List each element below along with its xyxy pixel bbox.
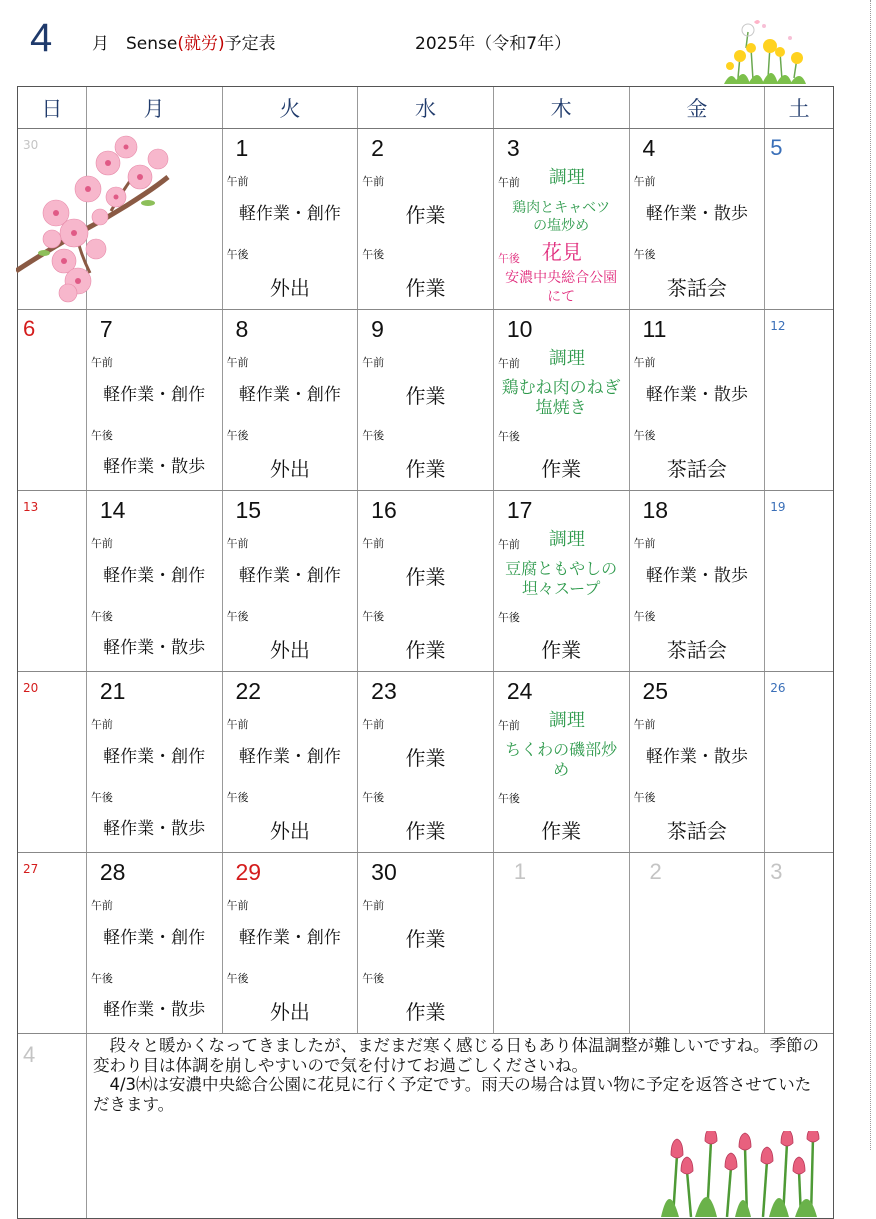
week-row-1	[18, 129, 833, 310]
notes-body	[87, 1034, 833, 1218]
cooking-title: 調理	[548, 710, 585, 731]
calendar-title	[92, 36, 276, 53]
day-number: 7	[99, 316, 113, 342]
cooking-dish: 豆腐ともやしの坦々スープ	[505, 559, 618, 598]
page-edge-guide	[870, 0, 871, 1150]
calendar-header	[0, 0, 876, 86]
cooking-dish: 鶏むね肉のねぎ塩焼き	[501, 378, 621, 418]
day-number: 19	[770, 500, 786, 514]
am-label: 午前	[90, 718, 113, 731]
pm-activity: 作業	[541, 638, 582, 662]
am-activity: 軽作業・創作	[103, 385, 206, 405]
day-cell-fri	[630, 129, 766, 309]
am-activity: 作業	[405, 746, 446, 770]
day-number: 1	[235, 135, 249, 161]
weekday-header-row	[18, 87, 833, 129]
pm-label: 午後	[226, 429, 249, 442]
day-cell-tue	[223, 129, 359, 309]
am-label: 午前	[633, 356, 656, 369]
pm-activity: 作業	[405, 457, 446, 481]
day-number: 4	[23, 1042, 36, 1067]
day-cell-mon	[87, 672, 223, 852]
weekday-wed: 水	[358, 87, 494, 128]
am-label: 午前	[633, 537, 656, 550]
tulip-illustration-icon	[651, 1131, 821, 1217]
am-label: 午前	[362, 356, 385, 369]
week-row-3	[18, 491, 833, 672]
day-cell-sun	[18, 310, 87, 490]
day-cell-tue	[223, 491, 359, 671]
hanami-event: 花見	[541, 240, 582, 264]
cooking-title: 調理	[548, 529, 585, 550]
am-label: 午前	[497, 538, 520, 551]
cooking-title: 調理	[548, 348, 585, 369]
month-number: 4	[30, 16, 53, 60]
day-cell-wed	[358, 853, 494, 1033]
am-activity: 軽作業・創作	[238, 204, 341, 224]
day-number: 15	[235, 497, 262, 523]
day-number: 25	[642, 678, 669, 704]
weekday-sun: 日	[18, 87, 87, 128]
week-row-4	[18, 672, 833, 853]
pm-label: 午後	[226, 610, 249, 623]
pm-label: 午後	[362, 248, 385, 261]
day-number: 30	[371, 859, 397, 885]
pm-activity: 作業	[405, 638, 446, 662]
pm-label: 午後	[90, 791, 113, 804]
am-activity: 作業	[405, 565, 446, 589]
am-label: 午前	[90, 356, 113, 369]
am-label: 午前	[226, 718, 249, 731]
day-cell-fri	[630, 310, 766, 490]
day-number: 17	[506, 497, 533, 523]
am-activity: 軽作業・創作	[103, 928, 206, 948]
am-activity: 軽作業・創作	[103, 747, 206, 767]
notes-paragraph-2: 4/3㈭は安濃中央総合公園に花見に行く予定です。雨天の場合は買い物に予定を返答させていただきます。	[93, 1075, 812, 1114]
pm-activity: 外出	[269, 276, 310, 300]
am-label: 午前	[362, 899, 385, 912]
day-cell-fri	[630, 491, 766, 671]
am-label: 午前	[362, 537, 385, 550]
am-activity: 軽作業・創作	[103, 566, 206, 586]
day-number: 8	[235, 316, 249, 342]
notes-text	[93, 1036, 825, 1114]
am-activity: 軽作業・散歩	[645, 747, 748, 767]
day-cell-sat	[765, 310, 833, 490]
day-number: 26	[770, 681, 786, 695]
am-activity: 軽作業・創作	[238, 385, 341, 405]
pm-activity: 軽作業・散歩	[103, 819, 206, 839]
title-prefix: 月 Sense	[92, 34, 178, 54]
pm-activity: 作業	[541, 457, 582, 481]
pm-label: 午後	[362, 791, 385, 804]
pm-activity: 作業	[541, 819, 582, 843]
pm-activity: 作業	[405, 276, 446, 300]
am-activity: 軽作業・創作	[238, 928, 341, 948]
pm-activity: 茶話会	[666, 638, 727, 662]
pm-activity: 外出	[269, 1000, 310, 1024]
am-label: 午前	[226, 175, 249, 188]
day-cell-wed	[358, 129, 494, 309]
day-cell-sun	[18, 853, 87, 1033]
day-number: 9	[371, 316, 384, 342]
am-activity: 作業	[405, 203, 446, 227]
day-cell-wed	[358, 491, 494, 671]
day-cell-thu	[494, 310, 630, 490]
week-row-2	[18, 310, 833, 491]
pm-activity: 茶話会	[666, 457, 727, 481]
pm-activity: 軽作業・散歩	[103, 638, 206, 658]
pm-label: 午後	[226, 248, 249, 261]
am-label: 午前	[90, 899, 113, 912]
notes-day-cell	[18, 1034, 87, 1218]
pm-label: 午後	[90, 972, 113, 985]
day-number: 16	[371, 497, 397, 523]
am-label: 午前	[362, 175, 385, 188]
day-cell-thu	[494, 672, 630, 852]
day-cell-tue	[223, 310, 359, 490]
day-number: 18	[642, 497, 669, 523]
notes-paragraph-1: 段々と暖かくなってきましたが、まだまだ寒く感じる日もあり体温調整が難しいですね。季節の変わり目は体調を崩しやすいので気を付けてお過ごしくださいね。	[93, 1036, 819, 1075]
day-number: 13	[23, 500, 39, 514]
day-number: 2	[371, 135, 384, 161]
day-number: 20	[23, 681, 39, 695]
year-label: 2025年（令和7年）	[415, 34, 572, 54]
pm-activity: 茶話会	[666, 819, 727, 843]
day-cell-sat	[765, 672, 833, 852]
pm-label: 午後	[497, 252, 520, 265]
day-cell-sat	[765, 129, 833, 309]
day-cell-mon	[87, 129, 223, 309]
day-cell-fri	[630, 853, 766, 1033]
hanami-place: 安濃中央総合公園にて	[505, 270, 618, 305]
day-number: 21	[99, 678, 126, 704]
am-label: 午前	[497, 176, 520, 189]
pm-label: 午後	[497, 430, 520, 443]
weekday-mon: 月	[87, 87, 223, 128]
day-cell-sat	[765, 491, 833, 671]
day-cell-thu	[494, 129, 630, 309]
day-number: 12	[770, 319, 786, 333]
pm-label: 午後	[362, 972, 385, 985]
day-cell-sun	[18, 491, 87, 671]
pm-label: 午後	[633, 610, 656, 623]
day-cell-sat	[765, 853, 833, 1033]
pm-activity: 作業	[405, 819, 446, 843]
pm-label: 午後	[362, 610, 385, 623]
weekday-sat: 土	[788, 96, 810, 121]
day-number: 29	[235, 859, 262, 885]
pm-label: 午後	[497, 792, 520, 805]
day-number: 24	[506, 678, 533, 704]
day-number: 5	[770, 135, 783, 160]
pm-activity: 軽作業・散歩	[103, 1000, 206, 1020]
day-number: 14	[99, 497, 126, 523]
day-number: 10	[506, 316, 533, 342]
weekday-fri: 金	[630, 87, 766, 128]
day-cell-sun	[18, 672, 87, 852]
notes-row	[18, 1034, 833, 1218]
day-number: 3	[770, 859, 783, 884]
pm-label: 午後	[362, 429, 385, 442]
dandelion-illustration-icon	[718, 18, 810, 84]
day-number: 2	[649, 859, 662, 884]
day-cell-fri	[630, 672, 766, 852]
cooking-title: 調理	[548, 167, 585, 188]
cooking-dish: 鶏肉とキャベツの塩炒め	[512, 200, 611, 234]
am-activity: 軽作業・創作	[238, 747, 341, 767]
am-label: 午前	[633, 175, 656, 188]
weekday-thu: 木	[494, 87, 630, 128]
day-number: 6	[23, 316, 36, 341]
pm-label: 午後	[633, 791, 656, 804]
day-cell-mon	[87, 491, 223, 671]
day-number: 28	[99, 859, 126, 885]
day-number: 30	[23, 138, 39, 152]
am-activity: 作業	[405, 927, 446, 951]
cooking-dish: ちくわの磯部炒め	[505, 740, 618, 779]
day-number: 1	[513, 859, 527, 884]
day-cell-thu	[494, 853, 630, 1033]
pm-label: 午後	[226, 791, 249, 804]
weekday-tue: 火	[223, 87, 359, 128]
am-label: 午前	[497, 719, 520, 732]
day-cell-mon	[87, 853, 223, 1033]
pm-activity: 外出	[269, 457, 310, 481]
week-row-5	[18, 853, 833, 1034]
am-label: 午前	[497, 357, 520, 370]
day-number: 11	[642, 316, 667, 342]
pm-label: 午後	[90, 429, 113, 442]
am-activity: 軽作業・散歩	[645, 385, 748, 405]
am-activity: 軽作業・創作	[238, 566, 341, 586]
calendar-grid	[17, 86, 834, 1219]
day-cell-wed	[358, 672, 494, 852]
am-label: 午前	[226, 899, 249, 912]
pm-activity: 茶話会	[666, 276, 727, 300]
am-activity: 軽作業・散歩	[645, 204, 748, 224]
day-number: 23	[371, 678, 397, 704]
pm-label: 午後	[90, 610, 113, 623]
day-cell-mon	[87, 310, 223, 490]
pm-activity: 作業	[405, 1000, 446, 1024]
am-label: 午前	[90, 537, 113, 550]
day-number: 22	[235, 678, 262, 704]
pm-label: 午後	[633, 248, 656, 261]
pm-label: 午後	[633, 429, 656, 442]
day-cell-wed	[358, 310, 494, 490]
am-activity: 作業	[405, 384, 446, 408]
am-label: 午前	[362, 718, 385, 731]
day-cell-thu	[494, 491, 630, 671]
day-number: 27	[23, 862, 39, 876]
am-activity: 軽作業・散歩	[645, 566, 748, 586]
title-suffix: 予定表	[224, 34, 276, 54]
pm-activity: 外出	[269, 638, 310, 662]
am-label: 午前	[226, 537, 249, 550]
pm-label: 午後	[497, 611, 520, 624]
am-label: 午前	[633, 718, 656, 731]
day-cell-sun	[18, 129, 87, 309]
pm-activity: 外出	[269, 819, 310, 843]
pm-activity: 軽作業・散歩	[103, 457, 206, 477]
pm-label: 午後	[226, 972, 249, 985]
day-number: 4	[642, 135, 656, 161]
am-label: 午前	[226, 356, 249, 369]
day-number: 3	[506, 135, 520, 161]
day-cell-tue	[223, 672, 359, 852]
day-cell-tue	[223, 853, 359, 1033]
title-highlight: (就労)	[177, 34, 225, 54]
